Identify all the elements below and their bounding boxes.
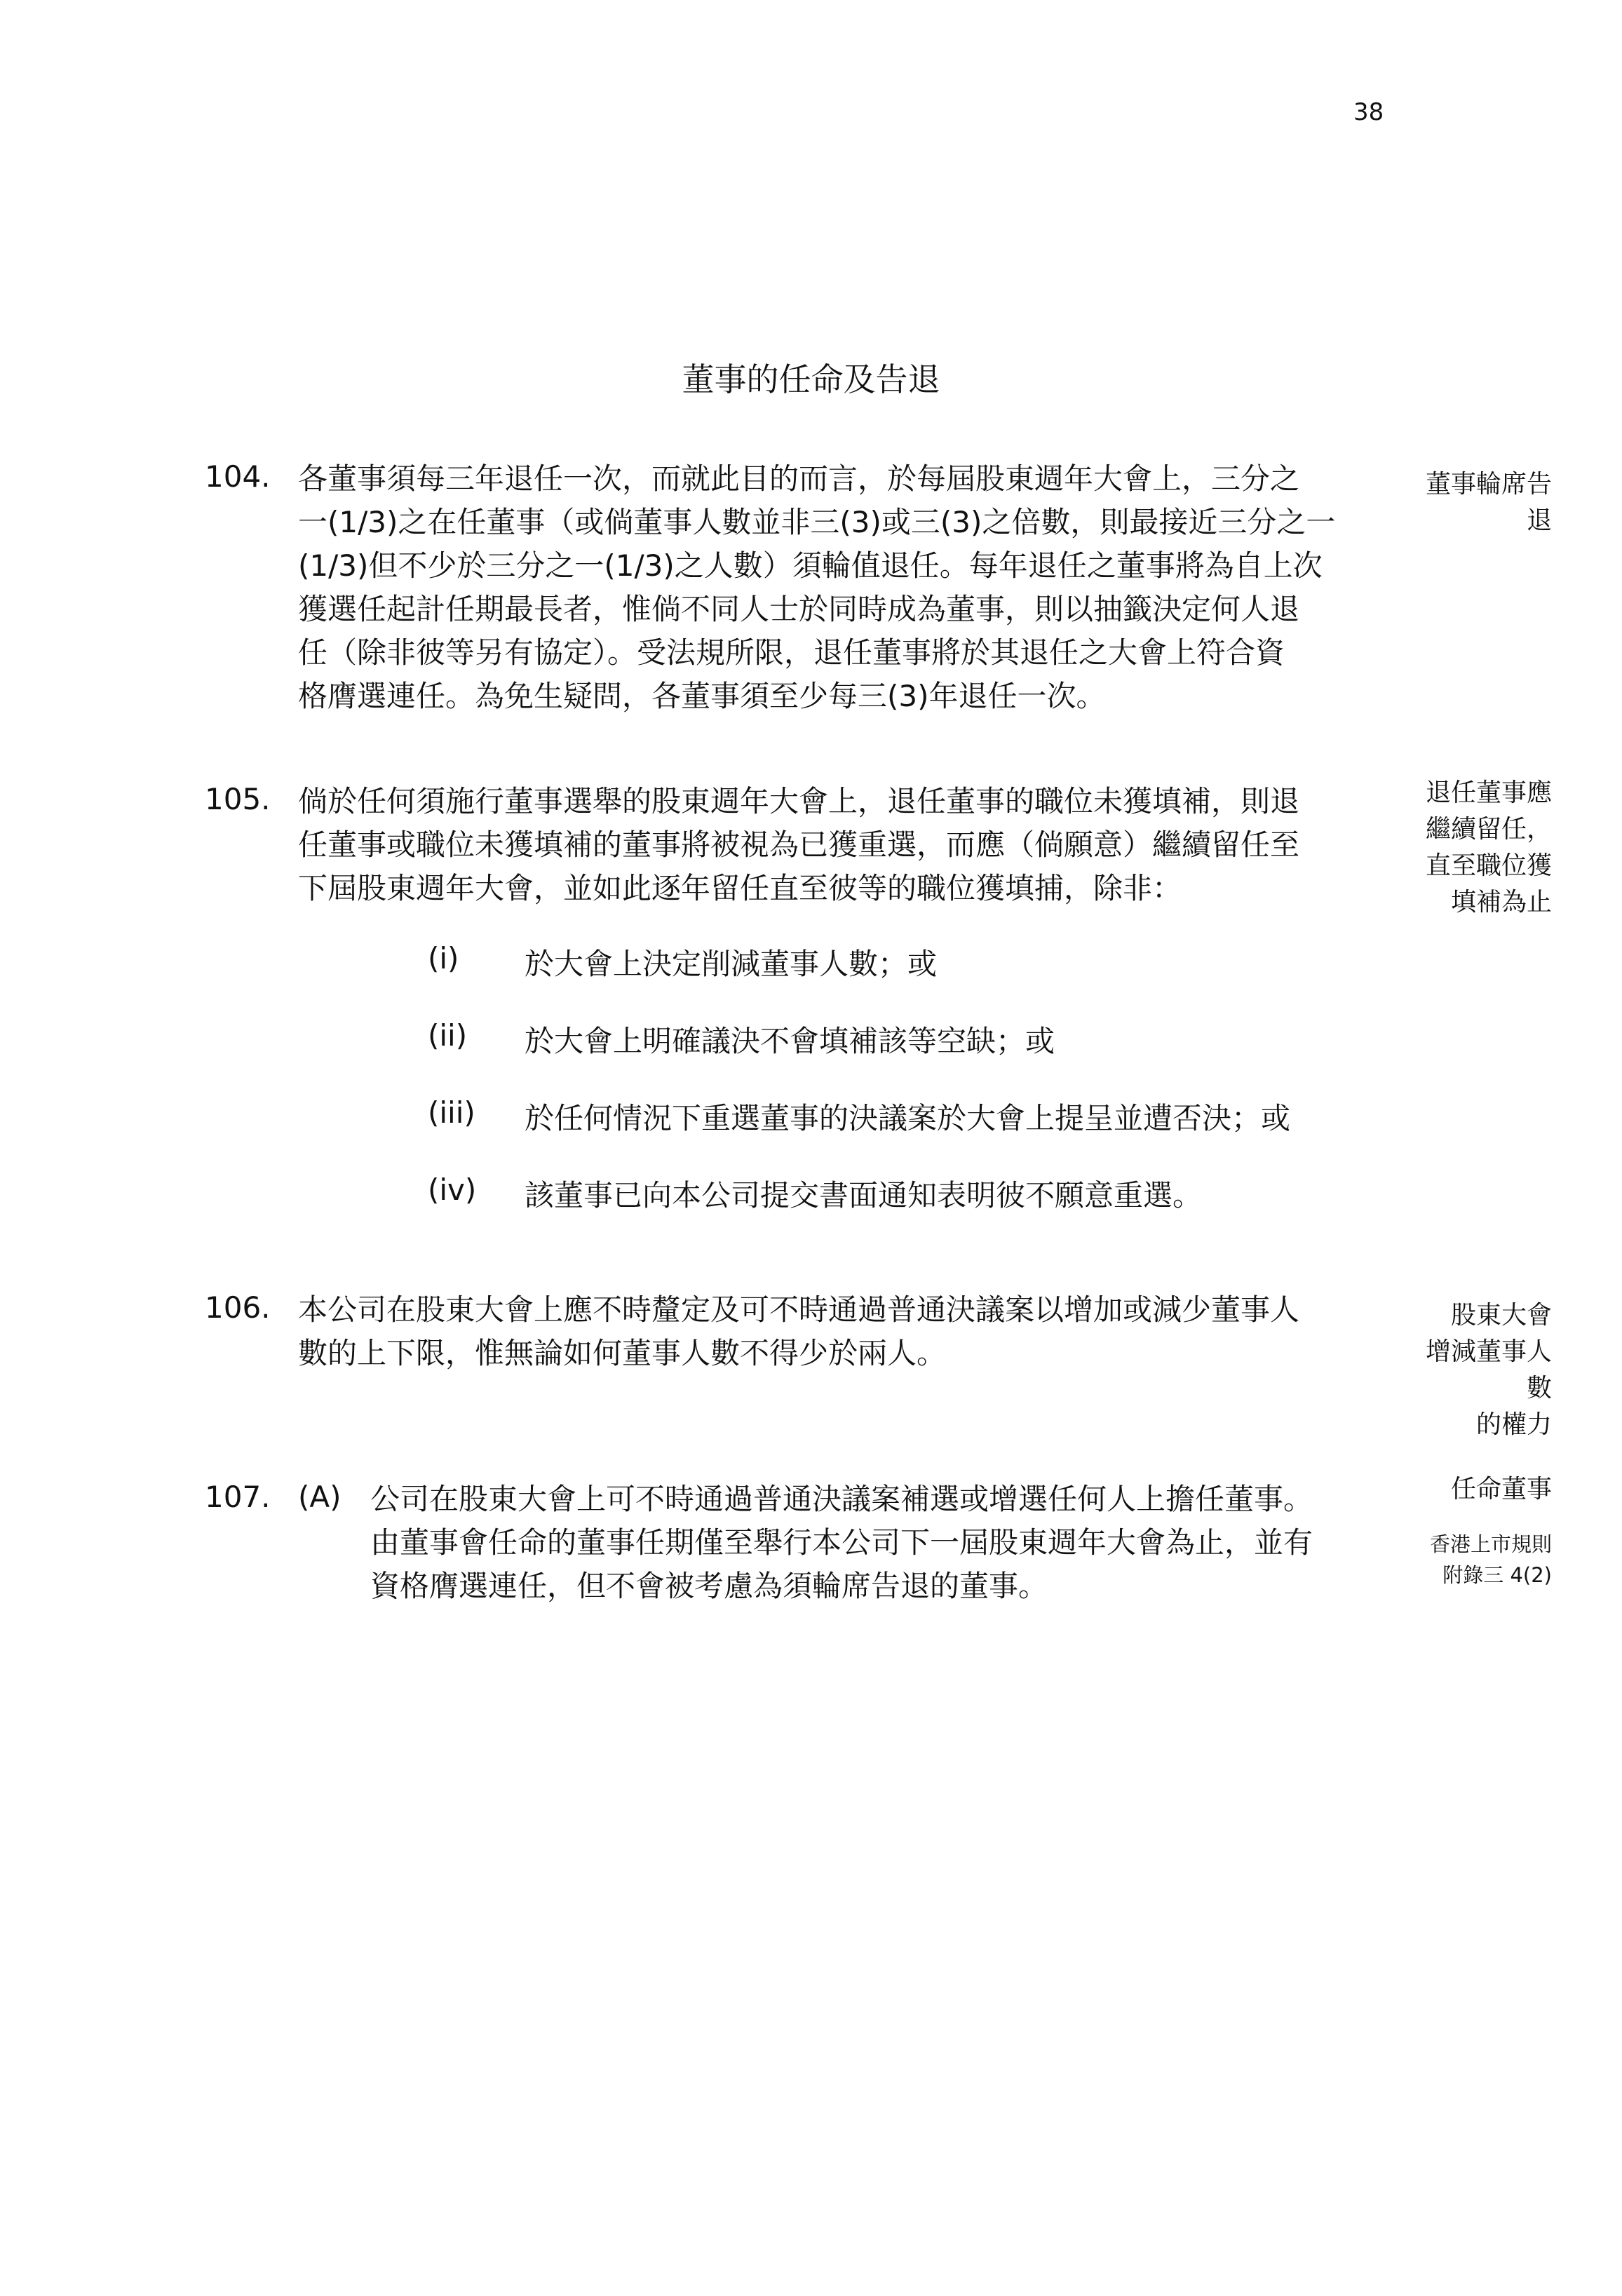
item-label: (ii): [428, 1018, 468, 1053]
item-text: 該董事已向本公司提交書面通知表明彼不願意重選。: [525, 1178, 1203, 1213]
clause-line: 任董事或職位未獲填補的董事將被視為已獲重選，而應（倘願意）繼續留任至: [298, 828, 1300, 862]
margin-note-line: 數: [1526, 1374, 1552, 1403]
margin-note-line: 退: [1526, 506, 1552, 535]
item-text: 於大會上決定削減董事人數；或: [525, 947, 938, 981]
margin-reference-line: 附錄三 4(2): [1442, 1563, 1552, 1587]
clause-line: 一(1/3)之在任董事（或倘董事人數並非三(3)或三(3)之倍數，則最接近三分之一: [298, 505, 1336, 539]
margin-note-line: 的權力: [1475, 1410, 1552, 1439]
clause-number-105: 105.: [205, 782, 271, 816]
clause-line: 資格膺選連任，但不會被考慮為須輪席告退的董事。: [370, 1569, 1048, 1603]
clause-body-104: [298, 457, 1392, 718]
clause-line: 下屆股東週年大會，並如此逐年留任直至彼等的職位獲填捕，除非：: [298, 871, 1182, 905]
margin-note-104: [1391, 466, 1552, 539]
item-text: 於大會上明確議決不會填補該等空缺；或: [525, 1024, 1055, 1058]
margin-reference-line: 香港上市規則: [1429, 1532, 1552, 1556]
clause-number-107: 107.: [205, 1480, 271, 1514]
item-text: 於任何情況下重選董事的決議案於大會上提呈並遭否決；或: [525, 1101, 1291, 1135]
clause-line: 數的上下限，惟無論如何董事人數不得少於兩人。: [298, 1336, 947, 1370]
clause-line: 獲選任起計任期最長者，惟倘不同人士於同時成為董事，則以抽籤決定何人退: [298, 592, 1300, 626]
margin-note-line: 增減董事人: [1425, 1337, 1552, 1366]
margin-note-line: 退任董事應: [1425, 778, 1552, 807]
clause-line: 公司在股東大會上可不時通過普通決議案補選或增選任何人上擔任董事。: [370, 1482, 1313, 1516]
clause-body-107: [370, 1478, 1394, 1608]
clause-body-105: [298, 780, 1392, 910]
item-label: (iv): [428, 1173, 477, 1207]
clause-line: 各董事須每三年退任一次，而就此目的而言，於每屆股東週年大會上，三分之: [298, 461, 1300, 496]
margin-note-line: 任命董事: [1450, 1475, 1552, 1504]
margin-note-line: 直至職位獲: [1425, 851, 1552, 880]
margin-note-105: [1391, 775, 1552, 921]
item-label: (i): [428, 941, 459, 975]
margin-reference-107: [1370, 1529, 1552, 1591]
item-label: (iii): [428, 1095, 475, 1130]
clause-line: 由董事會任命的董事任期僅至舉行本公司下一屆股東週年大會為止，並有: [370, 1525, 1313, 1560]
clause-number-106: 106.: [205, 1290, 271, 1325]
margin-note-line: 董事輪席告: [1425, 470, 1552, 499]
clause-line: 倘於任何須施行董事選舉的股東週年大會上，退任董事的職位未獲填補，則退: [298, 784, 1300, 818]
margin-note-line: 繼續留任，: [1425, 815, 1552, 844]
clause-line: 本公司在股東大會上應不時釐定及可不時通過普通決議案以增加或減少董事人: [298, 1292, 1300, 1327]
section-title: 董事的任命及告退: [682, 360, 940, 398]
sub-clause-label: (A): [298, 1480, 342, 1514]
margin-note-107: [1391, 1471, 1552, 1508]
clause-number-104: 104.: [205, 459, 271, 494]
page-number: 38: [1353, 98, 1384, 126]
margin-note-106: [1391, 1297, 1552, 1443]
clause-line: 格膺選連任。為免生疑問，各董事須至少每三(3)年退任一次。: [298, 679, 1106, 713]
clause-line: (1/3)但不少於三分之一(1/3)之人數）須輪值退任。每年退任之董事將為自上次: [298, 548, 1323, 583]
margin-note-line: 股東大會: [1450, 1301, 1552, 1330]
clause-line: 任（除非彼等另有協定）。受法規所限，退任董事將於其退任之大會上符合資: [298, 635, 1285, 670]
margin-note-line: 填補為止: [1450, 888, 1552, 917]
clause-body-106: [298, 1288, 1392, 1375]
